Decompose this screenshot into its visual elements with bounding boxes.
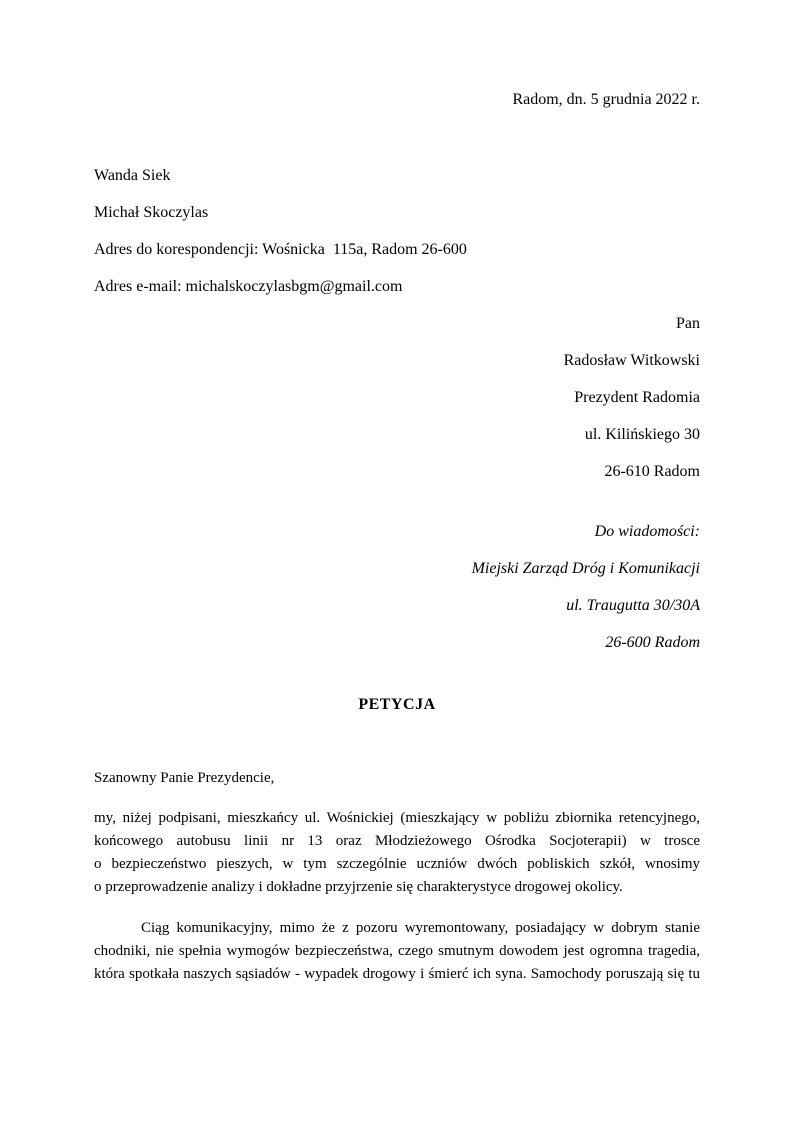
paragraph-line: chodniki, nie spełnia wymogów bezpieczeństwa, czego smutnym dowodem jest ogromna tragedia,	[94, 943, 700, 959]
recipient-block	[94, 312, 700, 483]
recipient-honorific: Pan	[676, 315, 700, 332]
sender-block	[94, 164, 700, 298]
salutation: Szanowny Panie Prezydencie,	[94, 770, 275, 786]
body-paragraphs	[94, 807, 700, 986]
cc-block	[94, 520, 700, 654]
paragraph-line: końcowego autobusu linii nr 13 oraz Młodzieżowego Ośrodka Socjoterapii) w trosce	[94, 833, 700, 849]
cc-city: 26-600 Radom	[605, 634, 700, 651]
date-line: Radom, dn. 5 grudnia 2022 r.	[512, 91, 700, 108]
paragraph-line: która spotkała naszych sąsiadów - wypadek drogowy i śmierć ich syna. Samochody poruszają się tu	[94, 966, 700, 982]
cc-organization: Miejski Zarząd Dróg i Komunikacji	[471, 560, 700, 577]
paragraph-line: my, niżej podpisani, mieszkańcy ul. Wośnickiej (mieszkający w pobliżu zbiornika retencyjnego,	[94, 810, 700, 826]
recipient-name: Radosław Witkowski	[563, 352, 700, 369]
sender-correspondence-address: Adres do korespondencji: Wośnicka 115a, Radom 26-600	[94, 241, 467, 258]
cc-label: Do wiadomości:	[594, 523, 700, 540]
document-title: PETYCJA	[358, 696, 436, 713]
body-paragraph	[94, 917, 700, 986]
recipient-title: Prezydent Radomia	[574, 389, 700, 406]
sender-email: Adres e-mail: michalskoczylasbgm@gmail.com	[94, 278, 403, 295]
sender-name-2: Michał Skoczylas	[94, 204, 209, 221]
body-paragraph	[94, 807, 700, 899]
recipient-street: ul. Kilińskiego 30	[584, 426, 700, 443]
paragraph-line: o bezpieczeństwo pieszych, w tym szczególnie uczniów dwóch pobliskich szkół, wnosimy	[94, 856, 700, 872]
paragraph-line: o przeprowadzenie analizy i dokładne przyjrzenie się charakterystyce drogowej okolicy.	[94, 879, 623, 895]
cc-street: ul. Traugutta 30/30A	[566, 597, 700, 614]
sender-name-1: Wanda Siek	[94, 167, 171, 184]
paragraph-line: Ciąg komunikacyjny, mimo że z pozoru wyremontowany, posiadający w dobrym stanie	[141, 920, 700, 936]
recipient-city: 26-610 Radom	[604, 463, 700, 480]
